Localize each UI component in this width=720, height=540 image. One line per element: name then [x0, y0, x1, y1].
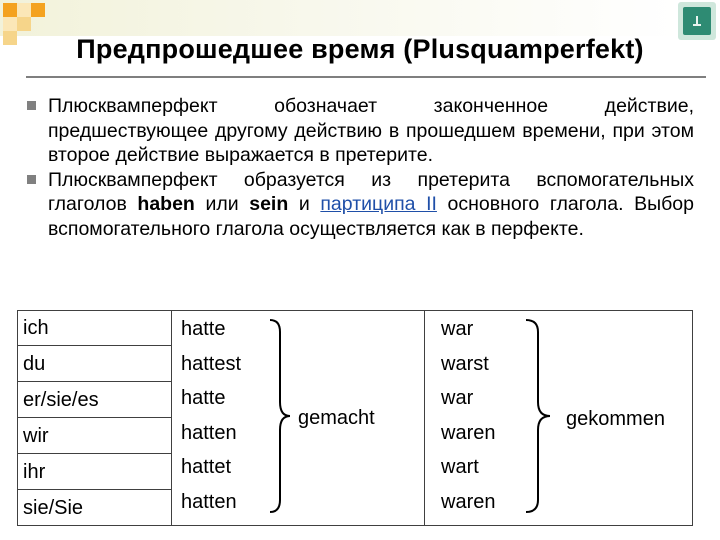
column-divider — [424, 310, 425, 526]
pronoun-cell: sie/Sie — [17, 490, 172, 526]
right-brace-icon — [520, 316, 552, 516]
haben-participle: gemacht — [298, 407, 375, 429]
sein-forms — [441, 312, 495, 520]
pronoun-cell: ich — [17, 310, 172, 346]
haben-forms — [181, 312, 241, 520]
sein-form: war — [441, 318, 474, 340]
participle-link[interactable]: партиципа II — [320, 193, 437, 215]
haben-form: hattest — [181, 352, 242, 375]
sein-form: waren — [441, 490, 496, 513]
haben-form: hatten — [181, 490, 237, 513]
sein-form: warst — [441, 352, 489, 375]
bullet-item — [26, 94, 694, 168]
keyword-sein: sein — [249, 193, 289, 215]
keyword-haben: haben — [137, 193, 195, 215]
haben-form: hattet — [181, 456, 232, 479]
bullet-text-end: основного глагола. Выбор вспомогательного глагола осуществляется как в перфекте. — [48, 193, 694, 240]
pronoun-cell: wir — [17, 418, 172, 454]
sein-form: wart — [441, 456, 479, 479]
right-brace-icon — [262, 316, 292, 516]
pronoun-cell: du — [17, 346, 172, 382]
haben-form: hatte — [181, 387, 226, 410]
pronoun-cell: ihr — [17, 454, 172, 490]
bullet-list — [26, 94, 694, 241]
square-bullet-icon — [27, 175, 36, 184]
bullet-item — [26, 168, 694, 242]
sein-form: war — [441, 387, 474, 410]
bullet-text-or: или — [194, 193, 250, 215]
slide-title: Предпрошедшее время (Plusquamperfekt) — [76, 34, 644, 64]
header-band — [0, 0, 680, 36]
sein-form: waren — [441, 421, 496, 444]
bullet-text: Плюсквамперфект обозначает законченное действие, предшествующее другому действию в прошедшем времени, при этом второе действие выражается в претерите. — [48, 95, 694, 166]
pronoun-cell: er/sie/es — [17, 382, 172, 418]
pronoun-column — [17, 310, 172, 526]
sein-participle: gekommen — [566, 408, 665, 430]
bullet-text-start: Плюсквамперфект образуется из претерита вспомогательных глаголов — [48, 168, 694, 215]
haben-form: hatten — [181, 421, 237, 444]
haben-form: hatte — [181, 318, 226, 340]
title-underline — [26, 76, 706, 78]
bullet-text-and: и — [288, 193, 321, 215]
square-bullet-icon — [27, 101, 36, 110]
